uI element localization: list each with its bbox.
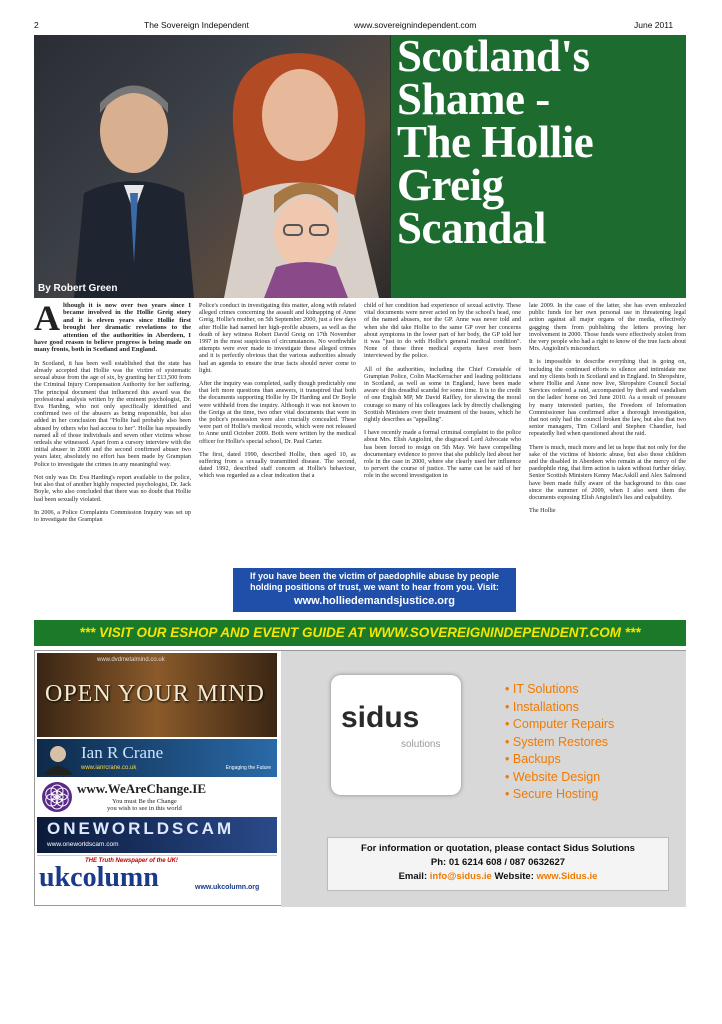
service-item: • IT Solutions <box>505 681 614 699</box>
website-header: www.sovereignindependent.com <box>354 20 477 30</box>
paragraph: The Hollie <box>529 507 556 515</box>
headline-line: The Hollie <box>397 117 594 167</box>
callout-line-1: If you have been the victim of paedophile abuse by people <box>249 571 500 581</box>
article-intro <box>34 298 191 354</box>
ad-url: www.ukcolumn.org <box>195 884 260 891</box>
intro-text: lthough it is now over two years since I became involved in the Hollie Greig story and it is eleven years since Hollie first brought her dramatic revelations to the attention of the authorities in Aberdeen, I have good reason to believe progress is being made on many fronts, both in Scotland and England. <box>34 302 191 354</box>
email-label: Email: <box>398 871 428 882</box>
article-column-3 <box>364 302 521 486</box>
ad-title: ONEWORLDSCAM <box>47 819 235 838</box>
article-photo <box>34 35 390 298</box>
flower-of-life-icon <box>41 781 73 813</box>
contact-phone: Ph: 01 6214 608 / 087 0632627 <box>430 857 566 868</box>
article-column-2 <box>199 302 356 486</box>
paragraph: I have recently made a formal criminal complaint to the police about Mrs. Elish Angiolini, the disgraced Lord Advocate who has been forced to resign on 5th May. We have compelling documentary evidence to prove that she publicly lied about her role in the case in 2000, where she clearly used her influence to pervert the course of justice. The same can be said of her role in the second investigation in <box>364 429 521 480</box>
ad-title: ukcolumn <box>39 862 159 893</box>
service-item: • System Restores <box>505 734 614 752</box>
headline-line: Scotland's <box>397 35 590 81</box>
ad-tagline: THE Truth Newspaper of the UK! <box>85 858 178 864</box>
article-hero <box>34 35 686 298</box>
paragraph: In 2006, a Police Complaints Commission Inquiry was set up to investigate the Grampian <box>34 508 191 523</box>
sidus-solutions-ad[interactable] <box>281 651 686 907</box>
paragraph: Not only was Dr. Eva Harding's report available to the police, but also that of another highly respected psychologist, Dr. Jack Boyle, who also concluded that there was no doubt that Hollie had been sexually violated. <box>34 473 191 503</box>
paragraph: In Scotland, it has been well established that the state has already accepted that Hollie was the victim of systematic sexual abuse from the age of six, by granting her £13,500 from the Criminal Injury Compensation Authority for her suffering. The principal document that influenced this award was the professional analysis written by the eminent psychologist, Dr. Eva Harding, who not only specifically identified and confirmed two of the abusers as being responsible, but also added in her conclusion that "Hollie had probably also been abused by others who had access to her". Hollie has repeatedly named all of those individuals and seven other victims whose ordeals she witnessed. Apart from a cursory interview with the initial abuser in 2000 and the second confirmed abuser two years later, absolutely no effort has been made by Grampian Police to investigate the crimes in any meaningful way. <box>34 359 191 468</box>
article-byline: By Robert Green <box>38 283 118 294</box>
callout-line-2: holding positions of trust, we want to hear from you. Visit: <box>250 582 499 592</box>
ad-url: www.ianrcrane.co.uk <box>81 765 137 771</box>
paragraph: After the inquiry was completed, sadly though predictably one that left more questions than answers, it transpired that both the documents supporting Hollie by Dr Harding and Dr Boyle were withheld from the inquiry. Although it was not known to the Greigs at the time, two other vital documents that were in the police's possession were also crucially concealed. These were part of Hollie's medical records, which were not released to Anne until October 2009. Both were written by the medical officer for Hollie's special school, Dr. Paul Carter. <box>199 380 356 445</box>
headline-line: Scandal <box>397 203 547 253</box>
sidus-logo <box>331 675 461 795</box>
paragraph: It is impossible to describe everything that is going on, including the continued efforts to silence and intimidate me and my clients both in Scotland and in England. In Shropshire, where Hollie and Anne now live, Shropshire Council Social Services ordered a raid, accompanied by theft and vandalism on the ladies' home on 3rd June 2010. As a result of pressure by many interested parties, the Freedom of Information Commissioner has confirmed after a thorough investigation, that not only had the council broken the law, but also that two senior managers, Tim Collard and Stephen Chandler, had repeatedly lied when questioned about the raid. <box>529 358 686 438</box>
sidus-logo-name: sidus <box>341 701 420 734</box>
ad-title: www.WeAreChange.IE <box>77 781 207 796</box>
dropcap: A <box>34 298 60 338</box>
article-body <box>34 298 686 614</box>
we-are-change-ad[interactable] <box>37 779 277 815</box>
ad-title: OPEN YOUR MIND <box>45 681 265 707</box>
oneworldscam-ad[interactable] <box>37 817 277 853</box>
paragraph: The first, dated 1990, described Hollie, then aged 10, as suffering from a sexually transmitted disease. The second, dated 1992, described staff concern at Hollie's behaviour, which was regarded as a clear indication that a <box>199 450 356 480</box>
paragraph: Police's conduct in investigating this matter, along with related alleged crimes concerning the assault and kidnapping of Anne Greig, Hollie's mother, on 5th September 2000, just a few days after Hollie had named her high-profile abusers, as well as the death of key witness Robert David Greig on 17th November 1997 in the most suspicious of circumstances. No worthwhile attempts were ever made to investigate these alleged crimes and it is perfectly obvious that the various authorities already had an agenda to ensure the true facts should never come to light. <box>199 302 356 374</box>
contact-email-row <box>328 870 668 884</box>
ad-url: www.dvdmetalmind.co.uk <box>97 657 165 663</box>
website-link[interactable]: www.Sidus.ie <box>536 871 598 882</box>
service-item: • Secure Hosting <box>505 786 614 804</box>
headline-box <box>391 35 686 298</box>
article-column-4 <box>529 302 686 520</box>
service-item: • Installations <box>505 699 614 717</box>
woman-and-child-icon <box>204 45 394 298</box>
ukcolumn-ad[interactable] <box>37 855 277 905</box>
ad-title: Ian R Crane <box>81 743 164 762</box>
page-header <box>34 20 684 34</box>
paragraph: There is much, much more and let us hope that not only for the sake of the victims of historic abuse, but also those children and the disabled in Aberdeen who remain at the mercy of the paedophile ring, that firm action is taken without further delay. Senior Scottish Ministers Kenny MacAskill and Alex Salmond have been made fully aware of the background to this case since the summer of 2009, when I also sent them the documents exposing Elish Angiolini's lies and culpability. <box>529 443 686 502</box>
website-label: Website: <box>494 871 534 882</box>
ad-url: www.oneworldscam.com <box>47 841 119 848</box>
sidus-services-list <box>505 681 614 804</box>
email-link[interactable]: info@sidus.ie <box>429 871 492 882</box>
service-item: • Website Design <box>505 769 614 787</box>
sidus-logo-sub: solutions <box>401 739 441 750</box>
ian-crane-ad[interactable] <box>37 739 277 777</box>
open-your-mind-ad[interactable] <box>37 653 277 737</box>
service-item: • Backups <box>505 751 614 769</box>
man-figure-icon <box>74 73 194 298</box>
advert-area <box>34 650 686 906</box>
ad-slogan <box>107 798 182 812</box>
paragraph: child of her condition had experience of sexual activity. These vital documents were never acted on by the school's head, one of the named abusers, nor the GP. Anne was never told and when she did take Hollie to the same GP over her concerns about symptoms in the lower part of her body, the GP told her it was "just to do with Hollie's general medical condition". None of these three medical experts have ever been interviewed by the police. <box>364 302 521 360</box>
paragraph: All of the authorities, including the Chief Constable of Grampian Police, Colin MacKerracher and leading politicians in Scotland, as well as some in England, have been made aware of this dreadful scandal for some time. It is to the credit of one English MP, Mr David Raffley, for showing the moral courage so many of his colleagues lack by directly challenging Scottish Ministers over their treatment of the issues, which he rightly describes as "appalling". <box>364 365 521 424</box>
service-item: • Computer Repairs <box>505 716 614 734</box>
headline-line: Greig <box>397 160 504 210</box>
ad-slogan-line: you wish to see in this world <box>107 805 182 812</box>
issue-date: June 2011 <box>634 20 674 30</box>
page-number: 2 <box>34 20 39 30</box>
advert-column <box>35 651 277 907</box>
article-column-1 <box>34 298 191 529</box>
ad-tagline: Engaging the Future <box>225 765 271 771</box>
contact-line: For information or quotation, please contact Sidus Solutions <box>361 843 635 854</box>
article-headline <box>397 35 594 253</box>
headline-line: Shame - <box>397 74 550 124</box>
portrait-icon <box>41 743 75 775</box>
sidus-contact-box <box>327 837 669 891</box>
paragraph: late 2009. In the case of the latter, she has even embezzled public funds for her own personal use in threatening legal action against all major organs of the media, effectively gagging them from publishing the letters proving her involvement in 2000. Those funds were effectively stolen from the very people who had a right to know of the true facts about Mrs. Angiolini's misconduct. <box>529 302 686 353</box>
victim-callout-box <box>233 568 516 612</box>
publication-name: The Sovereign Independent <box>144 20 249 30</box>
ad-slogan-line: You must Be the Change <box>112 798 177 805</box>
eshop-banner[interactable]: *** VISIT OUR ESHOP AND EVENT GUIDE AT WWW.SOVEREIGNINDEPENDENT.COM *** <box>34 620 686 646</box>
callout-url-link[interactable]: www.holliedemandsjustice.org <box>294 595 455 607</box>
